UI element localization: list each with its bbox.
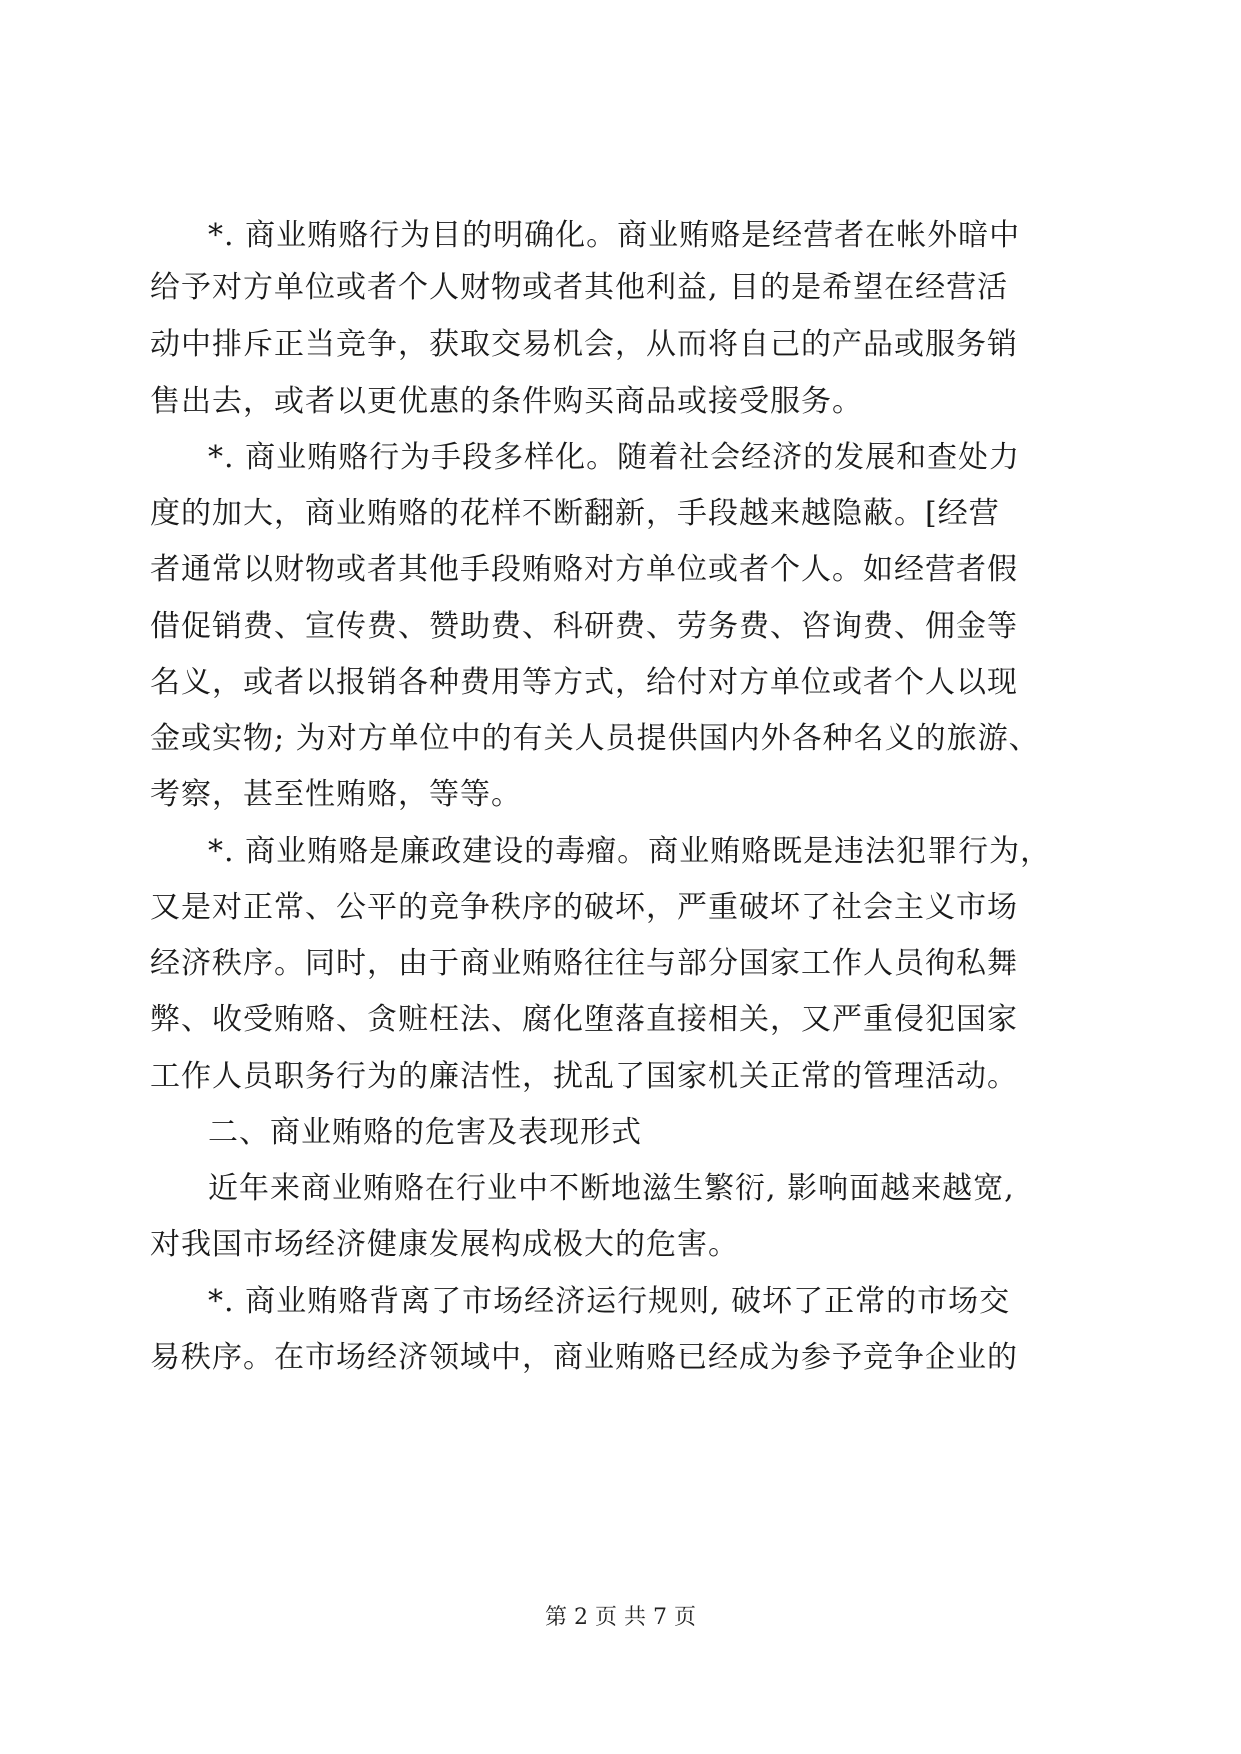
text-line: *. 商业贿赂行为目的明确化。商业贿赂是经营者在帐外暗中 bbox=[208, 218, 1021, 253]
text-line: 售出去，或者以更优惠的条件购买商品或接受服务。 bbox=[150, 384, 863, 419]
text-line: 金或实物; 为对方单位中的有关人员提供国内外各种名义的旅游、 bbox=[150, 721, 1040, 756]
text-line: 经济秩序。同时，由于商业贿赂往往与部分国家工作人员徇私舞 bbox=[150, 946, 1018, 981]
text-line: 对我国市场经济健康发展构成极大的危害。 bbox=[150, 1227, 739, 1262]
text-line: *. 商业贿赂行为手段多样化。随着社会经济的发展和查处力 bbox=[208, 440, 1021, 475]
text-line: 借促销费、宣传费、赞助费、科研费、劳务费、咨询费、佣金等 bbox=[150, 609, 1018, 644]
text-line: 给予对方单位或者个人财物或者其他利益, 目的是希望在经营活 bbox=[150, 270, 1009, 305]
text-line: 又是对正常、公平的竞争秩序的破坏，严重破坏了社会主义市场 bbox=[150, 890, 1018, 925]
text-line: 近年来商业贿赂在行业中不断地滋生繁衍, 影响面越来越宽, bbox=[208, 1171, 1015, 1206]
text-line: 名义，或者以报销各种费用等方式，给付对方单位或者个人以现 bbox=[150, 665, 1018, 700]
text-line: *. 商业贿赂是廉政建设的毒瘤。商业贿赂既是违法犯罪行为， bbox=[208, 834, 1052, 869]
text-line: 者通常以财物或者其他手段贿赂对方单位或者个人。如经营者假 bbox=[150, 552, 1018, 587]
text-line: *. 商业贿赂背离了市场经济运行规则, 破坏了正常的市场交 bbox=[208, 1284, 1011, 1319]
text-line: 工作人员职务行为的廉洁性，扰乱了国家机关正常的管理活动。 bbox=[150, 1059, 1018, 1094]
text-line: 易秩序。在市场经济领域中，商业贿赂已经成为参予竞争企业的 bbox=[150, 1340, 1018, 1375]
text-line: 度的加大，商业贿赂的花样不断翻新，手段越来越隐蔽。[经营 bbox=[150, 496, 1000, 531]
text-line: 考察，甚至性贿赂，等等。 bbox=[150, 777, 522, 812]
text-line: 弊、收受贿赂、贪赃枉法、腐化堕落直接相关，又严重侵犯国家 bbox=[150, 1002, 1018, 1037]
page-footer: 第 2 页 共 7 页 bbox=[545, 1605, 696, 1630]
text-line: 动中排斥正当竞争，获取交易机会，从而将自己的产品或服务销 bbox=[150, 327, 1018, 362]
section-heading: 二、商业贿赂的危害及表现形式 bbox=[208, 1115, 642, 1150]
